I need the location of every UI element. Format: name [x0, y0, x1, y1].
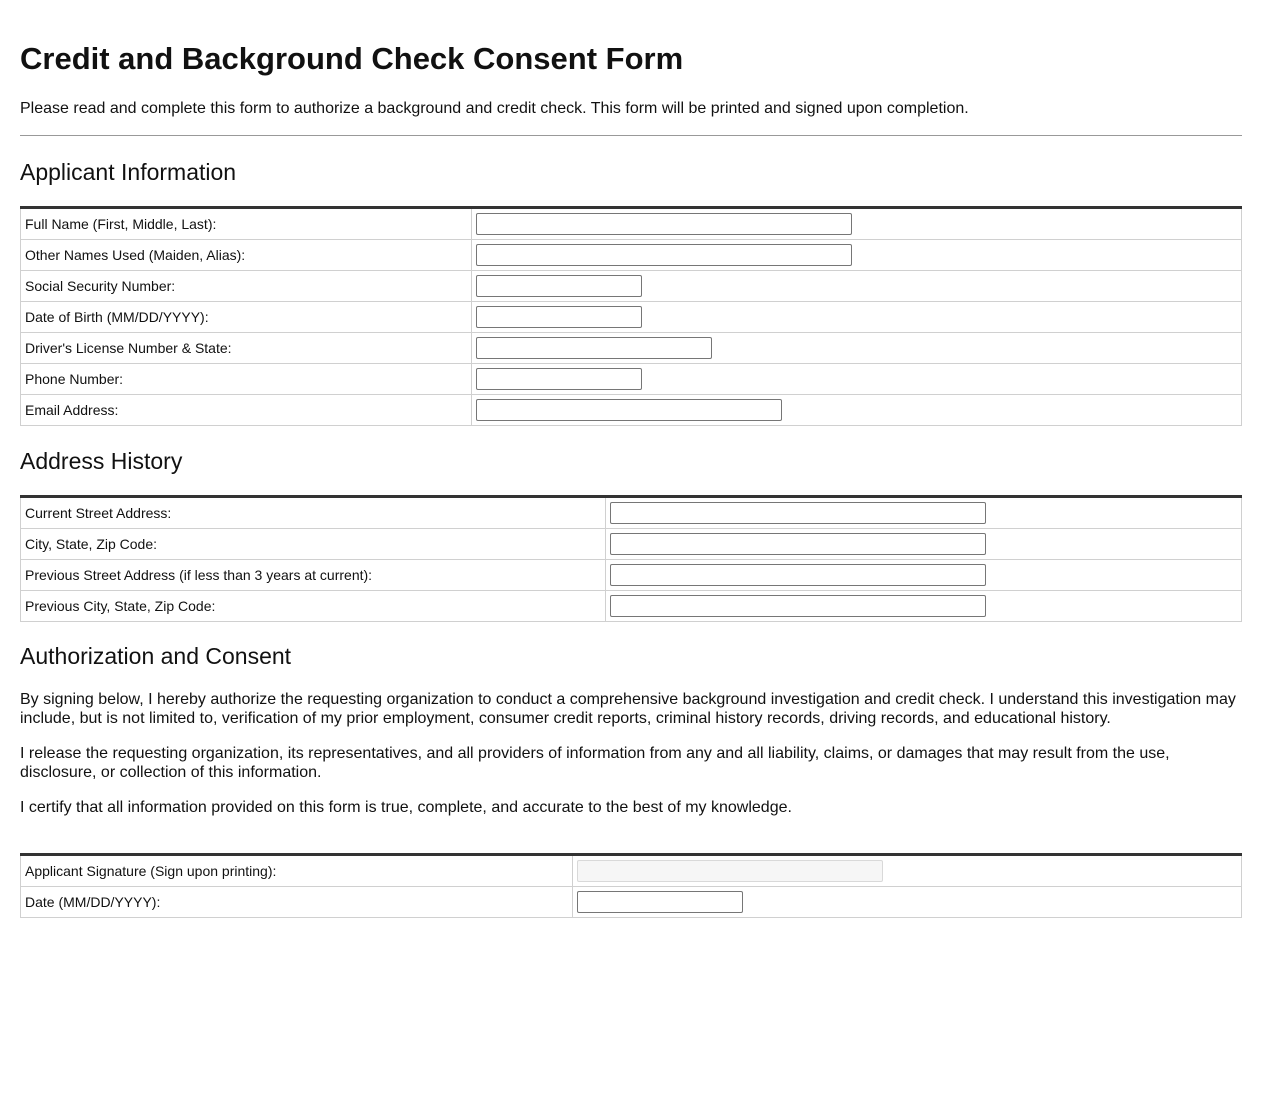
consent-form-page: [20, 0, 1242, 918]
city-state-zip-input[interactable]: [610, 533, 986, 555]
phone-number-label: Phone Number:: [21, 364, 472, 395]
table-row: [21, 333, 1242, 364]
signature-date-input[interactable]: [577, 891, 743, 913]
other-names-label: Other Names Used (Maiden, Alias):: [21, 240, 472, 271]
signature-date-label: Date (MM/DD/YYYY):: [21, 887, 573, 918]
city-state-zip-label: City, State, Zip Code:: [21, 529, 606, 560]
form-intro: Please read and complete this form to authorize a background and credit check. This form will be printed and signed upon completion.: [20, 100, 969, 117]
current-street-input[interactable]: [610, 502, 986, 524]
ssn-input[interactable]: [476, 275, 642, 297]
address-history-table: [20, 495, 1242, 622]
date-of-birth-input[interactable]: [476, 306, 642, 328]
applicant-section-heading: Applicant Information: [20, 159, 237, 185]
phone-number-input[interactable]: [476, 368, 642, 390]
applicant-info-table: [20, 206, 1242, 426]
table-row: [21, 529, 1242, 560]
table-row: [21, 364, 1242, 395]
email-address-input[interactable]: [476, 399, 782, 421]
authorization-text: [20, 690, 1242, 817]
release-paragraph: I release the requesting organization, its representatives, and all providers of information from any and all liability, claims, or damages that may result from the use, disclosure, or collection of this information.: [20, 745, 1170, 781]
authorization-paragraph: By signing below, I hereby authorize the requesting organization to conduct a comprehensive background investigation and credit check. I understand this investigation may include, but is not limited to, verification of my prior employment, consumer credit reports, criminal history records, driving records, and educational history.: [20, 691, 1236, 727]
page-title: Credit and Background Check Consent Form: [20, 41, 684, 76]
table-row: [21, 560, 1242, 591]
table-row: [21, 591, 1242, 622]
previous-street-input[interactable]: [610, 564, 986, 586]
table-row: [21, 302, 1242, 333]
address-section-heading: Address History: [20, 448, 183, 474]
signature-label: Applicant Signature (Sign upon printing):: [21, 855, 573, 887]
full-name-label: Full Name (First, Middle, Last):: [21, 208, 472, 240]
signature-input: [577, 860, 883, 882]
previous-city-state-zip-input[interactable]: [610, 595, 986, 617]
signature-table: [20, 853, 1242, 918]
previous-street-label: Previous Street Address (if less than 3 years at current):: [21, 560, 606, 591]
date-of-birth-label: Date of Birth (MM/DD/YYYY):: [21, 302, 472, 333]
drivers-license-input[interactable]: [476, 337, 712, 359]
table-row: [21, 395, 1242, 426]
table-row: [21, 208, 1242, 240]
certification-paragraph: I certify that all information provided on this form is true, complete, and accurate to the best of my knowledge.: [20, 799, 792, 816]
full-name-input[interactable]: [476, 213, 852, 235]
drivers-license-label: Driver's License Number & State:: [21, 333, 472, 364]
email-address-label: Email Address:: [21, 395, 472, 426]
table-row: [21, 855, 1242, 887]
other-names-input[interactable]: [476, 244, 852, 266]
ssn-label: Social Security Number:: [21, 271, 472, 302]
table-row: [21, 240, 1242, 271]
current-street-label: Current Street Address:: [21, 497, 606, 529]
authorization-section-heading: Authorization and Consent: [20, 643, 292, 669]
table-row: [21, 271, 1242, 302]
table-row: [21, 887, 1242, 918]
table-row: [21, 497, 1242, 529]
previous-city-state-zip-label: Previous City, State, Zip Code:: [21, 591, 606, 622]
